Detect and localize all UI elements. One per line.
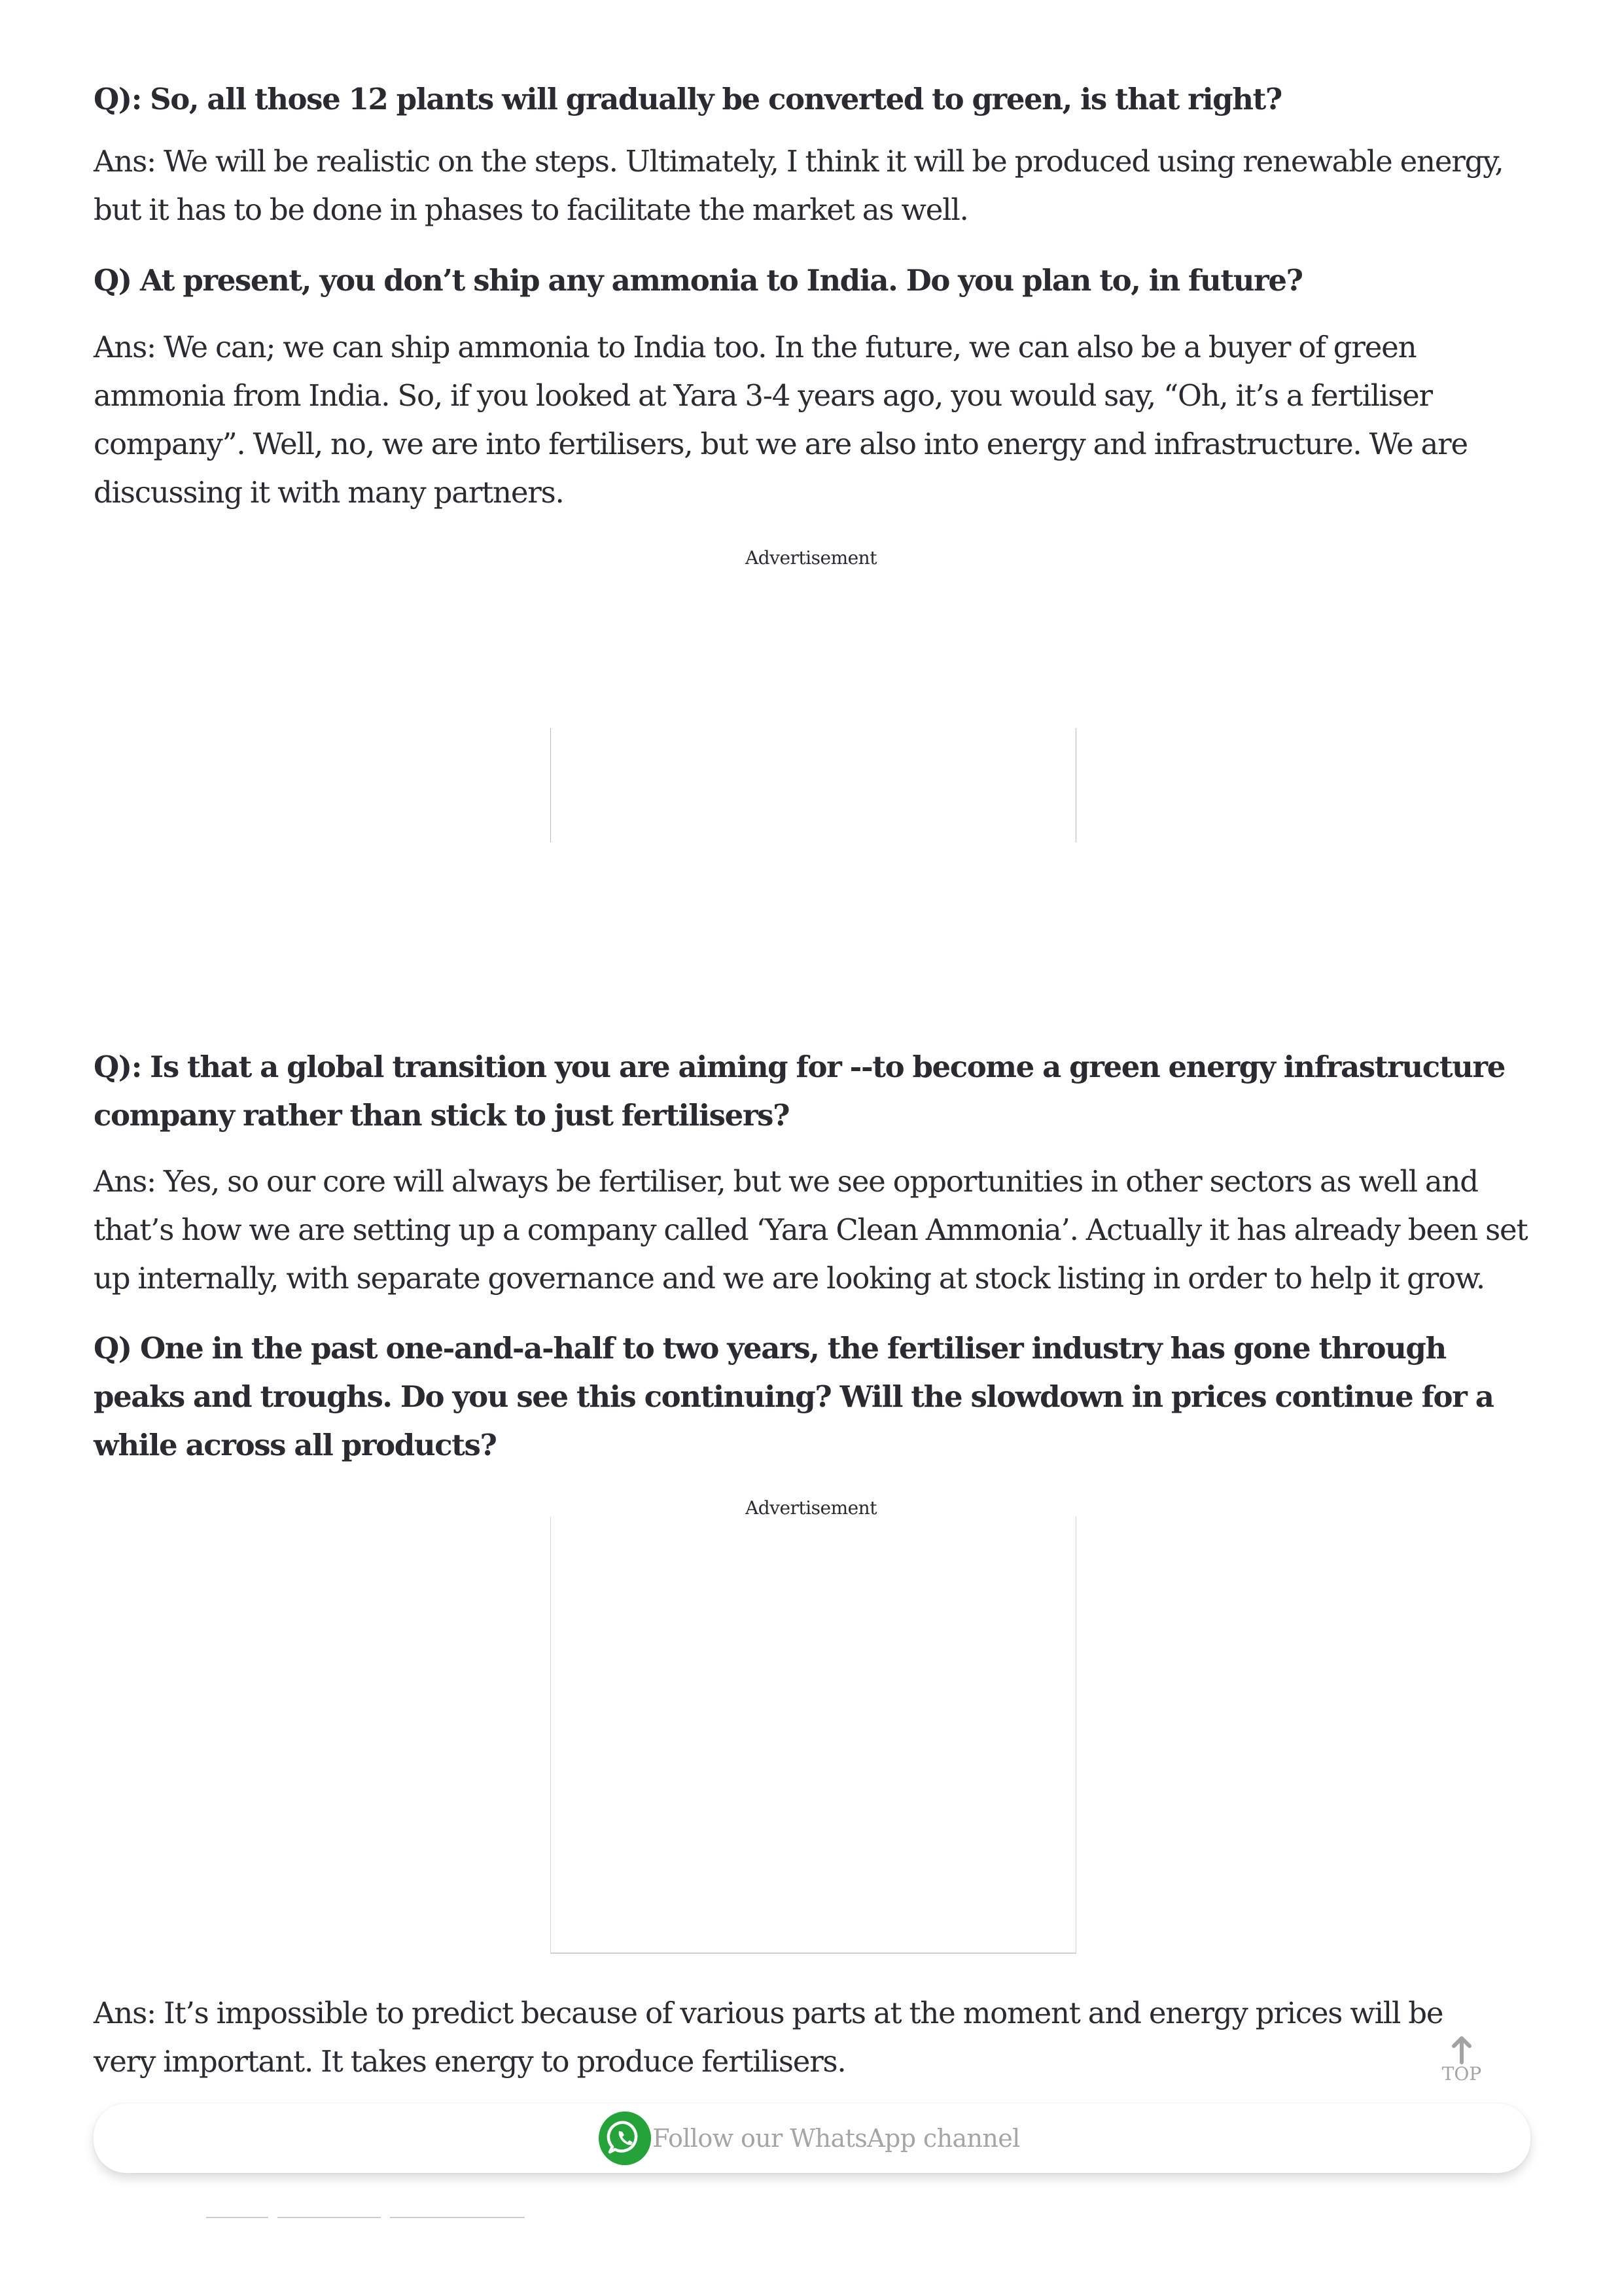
whatsapp-follow-label: Follow our WhatsApp channel xyxy=(652,2124,1020,2153)
scroll-to-top-button[interactable] xyxy=(1437,2035,1487,2087)
answer-1: Ans: We will be realistic on the steps. Ultimately, I think it will be produced using renewable energy, but it has to be done in phases to facilitate the market as well. xyxy=(94,144,1504,227)
answer-2: Ans: We can; we can ship ammonia to India too. In the future, we can also be a buyer of green ammonia from India. So, if you looked at Yara 3-4 years ago, you would say, “Oh, it’s a fertiliser company”. Well, no, we are into fertilisers, but we are also into energy and infrastructure. We are discussing it with many partners. xyxy=(94,330,1468,510)
advertisement-slot[interactable] xyxy=(550,1517,1076,1954)
placeholder-line xyxy=(277,2217,381,2218)
question-4: Q) One in the past one-and-a-half to two years, the fertiliser industry has gone through peaks and troughs. Do you see this continuing? Will the slowdown in prices continue for a while across all products? xyxy=(94,1331,1494,1462)
question-1: Q): So, all those 12 plants will gradually be converted to green, is that right? xyxy=(94,82,1282,116)
advertisement-label: Advertisement xyxy=(745,1497,877,1519)
advertisement-label: Advertisement xyxy=(745,547,877,569)
placeholder-line xyxy=(390,2217,525,2218)
advertisement-slot[interactable] xyxy=(550,728,1076,842)
whatsapp-icon xyxy=(597,2111,652,2166)
whatsapp-follow-button[interactable] xyxy=(94,2104,1530,2173)
scroll-to-top-label: TOP xyxy=(1441,2063,1482,2085)
placeholder-line xyxy=(206,2217,268,2218)
question-2: Q) At present, you don’t ship any ammonia to India. Do you plan to, in future? xyxy=(94,263,1303,298)
answer-3: Ans: Yes, so our core will always be fertiliser, but we see opportunities in other sectors as well and that’s how we are setting up a company called ‘Yara Clean Ammonia’. Actually it has already been set up internally, with separate governance and we are looking at stock listing in order to help it grow. xyxy=(94,1164,1528,1296)
arrow-up-icon xyxy=(1449,2035,1475,2065)
answer-4: Ans: It’s impossible to predict because of various parts at the moment and energy prices will be very important. It takes energy to produce fertilisers. xyxy=(94,1996,1443,2079)
question-3: Q): Is that a global transition you are aiming for --to become a green energy infrastructure company rather than stick to just fertilisers? xyxy=(94,1050,1505,1133)
